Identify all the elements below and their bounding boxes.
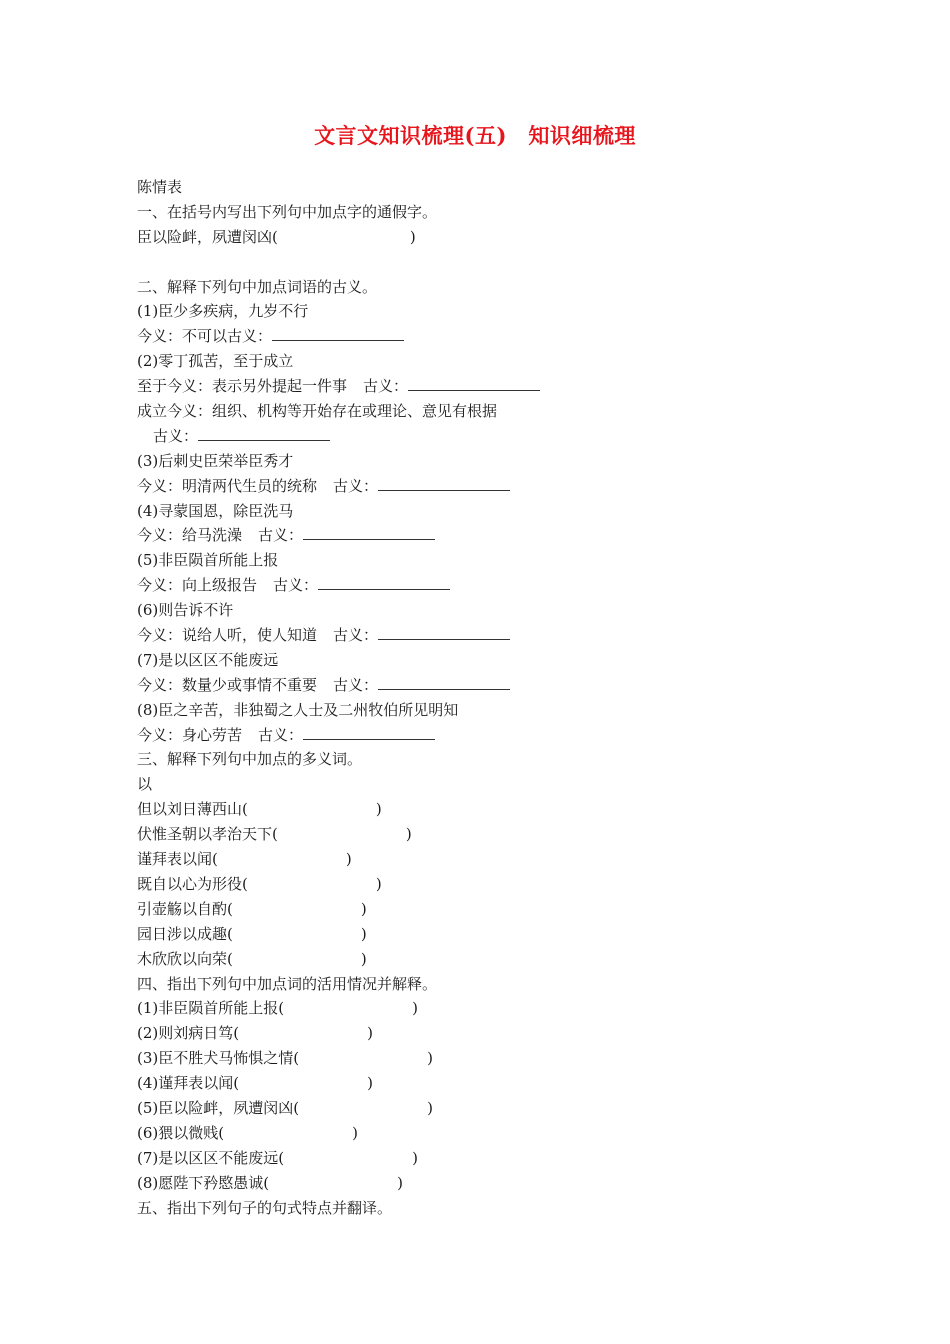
close-paren: ) (427, 1098, 433, 1117)
answer-blank[interactable] (318, 575, 450, 590)
list-item (137, 1146, 837, 1171)
answer-blank[interactable] (408, 376, 540, 391)
section2-item2-answer2-gu (137, 424, 837, 449)
section1-item (137, 225, 837, 250)
section2-item7-answer (137, 673, 837, 698)
question-text: 臣以险衅，夙遭闵凶( (137, 227, 278, 246)
question-text: 既自以心为形役( (137, 874, 248, 893)
document-body (137, 175, 837, 1220)
section2-item3-answer (137, 474, 837, 499)
section1-heading: 一、在括号内写出下列句中加点字的通假字。 (137, 202, 438, 221)
list-item (137, 947, 837, 972)
question-text: 但以刘日薄西山( (137, 800, 248, 819)
close-paren: ) (409, 227, 416, 246)
section2-item3-question: (3)后刺史臣荣举臣秀才 (137, 451, 294, 470)
section5-heading: 五、指出下列句子的句式特点并翻译。 (137, 1198, 393, 1217)
close-paren: ) (367, 1074, 373, 1093)
question-text: 伏惟圣朝以孝治天下( (137, 825, 278, 844)
close-paren: ) (360, 899, 367, 918)
list-item (137, 1021, 837, 1046)
section2-heading: 二、解释下列句中加点词语的古义。 (137, 277, 378, 296)
list-item (137, 1096, 837, 1121)
close-paren: ) (345, 850, 352, 869)
list-item (137, 1171, 837, 1196)
answer-blank[interactable] (378, 625, 510, 640)
list-item (137, 897, 837, 922)
close-paren: ) (427, 1049, 433, 1068)
question-text: (1)非臣陨首所能上报( (137, 999, 285, 1018)
question-text: (6)猥以微贱( (137, 1123, 225, 1142)
section2-item2-answer1 (137, 374, 837, 399)
section2-item5-answer (137, 573, 837, 598)
question-text: (2)则刘病日笃( (137, 1024, 240, 1043)
jin-label: 今义：数量少或事情不重要 (137, 675, 318, 694)
list-item (137, 847, 837, 872)
section4-heading: 四、指出下列句中加点词的活用情况并解释。 (137, 974, 438, 993)
list-item (137, 872, 837, 897)
close-paren: ) (405, 825, 412, 844)
list-item (137, 822, 837, 847)
jin-label: 今义：向上级报告 (137, 576, 258, 595)
gu-label: 古义： (333, 675, 379, 694)
page-title: 文言文知识梳理(五) 知识细梳理 (314, 123, 636, 148)
section2-item8-question: (8)臣之辛苦，非独蜀之人士及二州牧伯所见明知 (137, 700, 459, 719)
section2-item1-answer (137, 324, 837, 349)
section2-item4-question: (4)寻蒙国恩，除臣洗马 (137, 501, 294, 520)
question-text: 木欣欣以向荣( (137, 949, 233, 968)
question-text: 谨拜表以闻( (137, 850, 218, 869)
question-text: (5)臣以险衅，夙遭闵凶( (137, 1098, 300, 1117)
gu-label: 古义： (363, 377, 409, 396)
close-paren: ) (397, 1173, 403, 1192)
close-paren: ) (412, 1148, 418, 1167)
answer-blank[interactable] (303, 725, 435, 740)
section2-item7-question: (7)是以区区不能废远 (137, 650, 279, 669)
section3-heading: 三、解释下列句中加点的多义词。 (137, 750, 363, 769)
spacer (137, 250, 837, 275)
section2-item2-question: (2)零丁孤苦，至于成立 (137, 352, 294, 371)
question-text: (3)臣不胜犬马怖惧之情( (137, 1049, 300, 1068)
gu-label: 古义： (333, 476, 379, 495)
gu-label: 古义： (273, 576, 319, 595)
list-item (137, 922, 837, 947)
question-text: (4)谨拜表以闻( (137, 1074, 240, 1093)
gu-label: 古义： (258, 526, 304, 545)
gu-label: 古义： (153, 426, 199, 445)
question-text: (7)是以区区不能废远( (137, 1148, 285, 1167)
close-paren: ) (375, 874, 382, 893)
list-item (137, 1121, 837, 1146)
section2-item4-answer (137, 523, 837, 548)
section2-item5-question: (5)非臣陨首所能上报 (137, 551, 279, 570)
section2-item2-answer2: 成立今义：组织、机构等开始存在或理论、意见有根据 (137, 402, 498, 421)
jin-label: 今义：给马洗澡 (137, 526, 243, 545)
close-paren: ) (360, 949, 367, 968)
close-paren: ) (352, 1123, 358, 1142)
close-paren: ) (367, 1024, 373, 1043)
section2-item6-question: (6)则告诉不许 (137, 601, 234, 620)
section2-item8-answer (137, 723, 837, 748)
section3-word: 以 (137, 775, 153, 794)
answer-label: 今义：不可以古义： (137, 327, 273, 346)
answer-blank[interactable] (378, 476, 510, 491)
question-text: 园日涉以成趣( (137, 924, 233, 943)
list-item (137, 797, 837, 822)
close-paren: ) (412, 999, 418, 1018)
section2-item6-answer (137, 623, 837, 648)
section2-item1-question: (1)臣少多疾病，九岁不行 (137, 302, 309, 321)
jin-label: 今义：说给人听，使人知道 (137, 626, 318, 645)
lesson-title: 陈情表 (137, 178, 183, 196)
question-text: 引壶觞以自酌( (137, 899, 233, 918)
jin-label: 今义：身心劳苦 (137, 725, 243, 744)
jin-label: 今义：明清两代生员的统称 (137, 476, 318, 495)
jin-label: 至于今义：表示另外提起一件事 (137, 377, 348, 396)
close-paren: ) (375, 800, 382, 819)
answer-blank[interactable] (303, 525, 435, 540)
list-item (137, 1046, 837, 1071)
list-item (137, 996, 837, 1021)
answer-blank[interactable] (272, 326, 404, 341)
gu-label: 古义： (333, 626, 379, 645)
list-item (137, 1071, 837, 1096)
answer-blank[interactable] (198, 426, 330, 441)
close-paren: ) (360, 924, 367, 943)
question-text: (8)愿陛下矜愍愚诚( (137, 1173, 270, 1192)
gu-label: 古义： (258, 725, 304, 744)
answer-blank[interactable] (378, 675, 510, 690)
